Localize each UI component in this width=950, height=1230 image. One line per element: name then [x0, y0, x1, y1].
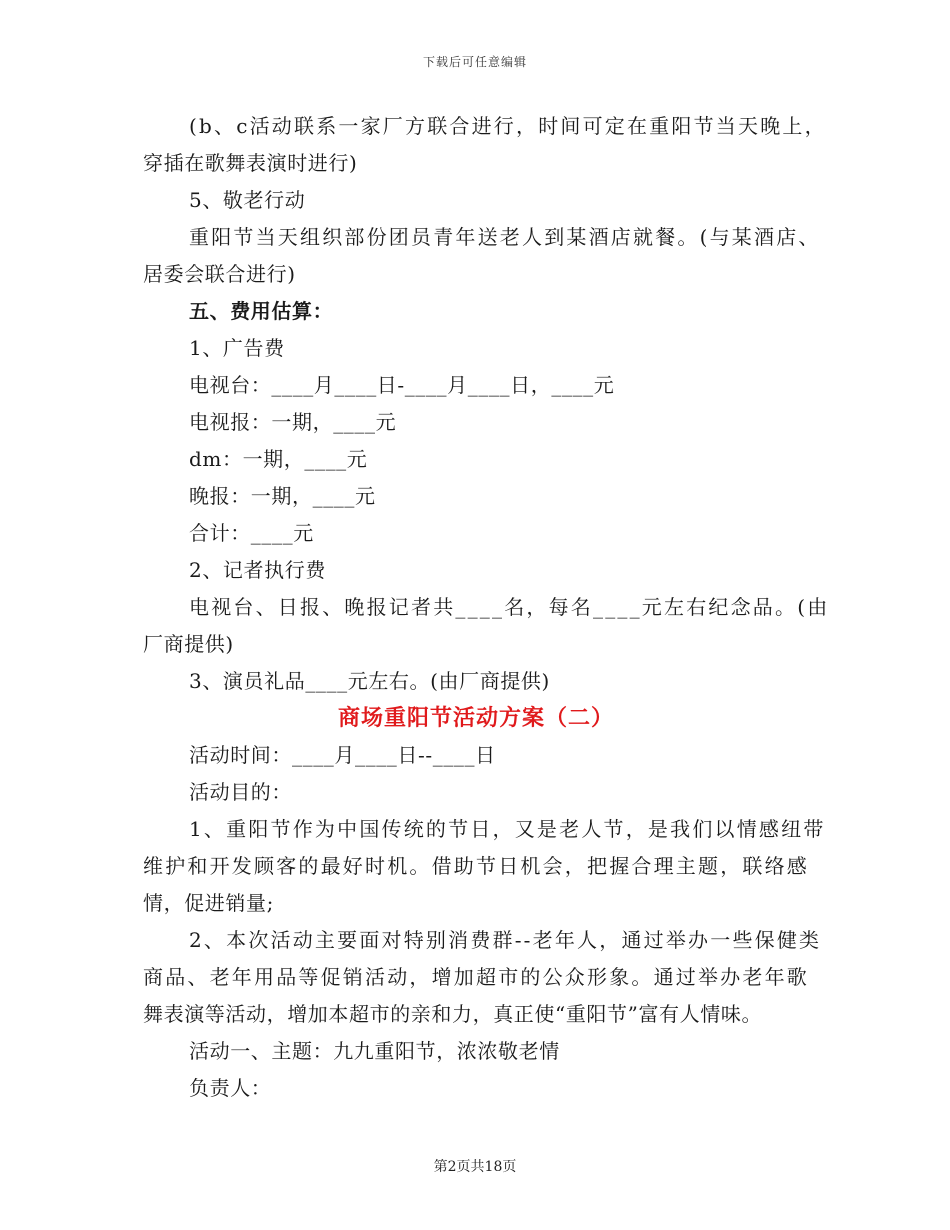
- paragraph-line: 维护和开发顾客的最好时机。借助节日机会，把握合理主题，联络感: [143, 854, 809, 878]
- paragraph-line: 合计：____元: [189, 521, 314, 545]
- paragraph-line: (b、c活动联系一家厂方联合进行，时间可定在重阳节当天晚上，: [189, 114, 827, 138]
- paragraph-line: 重阳节当天组织部份团员青年送老人到某酒店就餐。(与某酒店、: [189, 225, 821, 249]
- paragraph-line: 活动一、主题：九九重阳节，浓浓敬老情: [189, 1039, 560, 1063]
- paragraph-line: dm：一期，____元: [189, 447, 368, 471]
- paragraph-line: 情，促进销量;: [143, 891, 274, 915]
- paragraph-line: 舞表演等活动，增加本超市的亲和力，真正使“重阳节”富有人情味。: [143, 1002, 763, 1026]
- paragraph-line: 电视台：____月____日-____月____日，____元: [189, 373, 615, 397]
- section-heading: 2、记者执行费: [189, 558, 326, 582]
- paragraph-line: 晚报：一期，____元: [189, 484, 376, 508]
- paragraph-line: 2、本次活动主要面对特别消费群--老年人，通过举办一些保健类: [189, 928, 822, 952]
- page-footer: 第2页共18页: [433, 1159, 517, 1175]
- paragraph-line: 厂商提供): [143, 632, 234, 656]
- section-heading: 5、敬老行动: [189, 188, 306, 212]
- paragraph-line: 电视报：一期，____元: [189, 410, 397, 434]
- page-header: 下载后可任意编辑: [422, 55, 527, 69]
- document-body: [143, 108, 830, 1107]
- section-heading: 五、费用估算：: [189, 299, 334, 323]
- paragraph-line: 穿插在歌舞表演时进行): [143, 151, 358, 175]
- document-title: 商场重阳节活动方案（二）: [337, 705, 614, 731]
- paragraph-line: 3、演员礼品____元左右。(由厂商提供): [189, 669, 550, 693]
- paragraph-line: 负责人：: [189, 1076, 272, 1100]
- paragraph-line: 活动目的：: [189, 780, 292, 804]
- paragraph-line: 活动时间：____月____日--____日: [189, 743, 496, 767]
- paragraph-line: 居委会联合进行): [143, 262, 296, 286]
- paragraph-line: 1、重阳节作为中国传统的节日，又是老人节，是我们以情感纽带: [189, 817, 826, 841]
- paragraph-line: 商品、老年用品等促销活动，增加超市的公众形象。通过举办老年歌: [143, 965, 809, 989]
- paragraph-line: 电视台、日报、晚报记者共____名，每名____元左右纪念品。(由: [189, 595, 830, 619]
- section-heading: 1、广告费: [189, 336, 285, 360]
